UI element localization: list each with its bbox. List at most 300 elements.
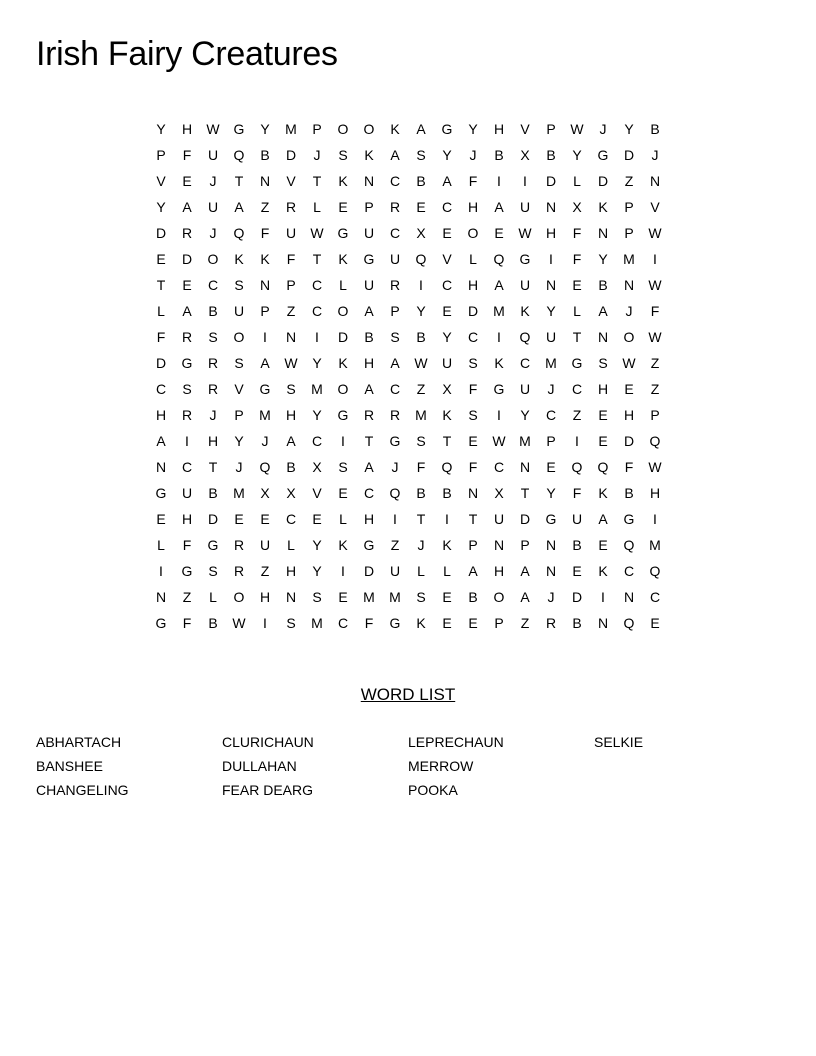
grid-letter: Q xyxy=(415,251,427,267)
word-list-item: FEAR DEARG xyxy=(222,782,314,798)
grid-letter: L xyxy=(417,563,425,579)
grid-letter: N xyxy=(545,199,557,215)
grid-letter: U xyxy=(207,199,219,215)
grid-letter: R xyxy=(207,355,219,371)
grid-letter: I xyxy=(445,511,449,527)
grid-letter: X xyxy=(520,147,530,163)
grid-letter: I xyxy=(653,511,657,527)
grid-letter: A xyxy=(390,355,400,371)
grid-letter: I xyxy=(263,329,267,345)
grid-letter: H xyxy=(467,199,479,215)
grid-letter: C xyxy=(311,277,323,293)
grid-letter: E xyxy=(442,589,452,605)
grid-letter: N xyxy=(545,277,557,293)
grid-letter: H xyxy=(363,355,375,371)
grid-letter: S xyxy=(208,329,218,345)
grid-letter: Y xyxy=(156,199,166,215)
grid-letter: Y xyxy=(468,121,478,137)
word-list-column xyxy=(408,730,588,802)
grid-letter: E xyxy=(234,511,244,527)
grid-letter: L xyxy=(157,303,165,319)
grid-letter: W xyxy=(648,459,662,475)
grid-letter: L xyxy=(469,251,477,267)
grid-letter: N xyxy=(545,563,557,579)
grid-letter: S xyxy=(468,407,478,423)
grid-letter: O xyxy=(233,589,245,605)
grid-letter: S xyxy=(598,355,608,371)
grid-letter: Q xyxy=(649,563,661,579)
grid-letter: I xyxy=(497,173,501,189)
grid-letter: F xyxy=(364,615,374,631)
grid-letter: P xyxy=(312,121,322,137)
grid-letter: G xyxy=(207,537,219,553)
grid-letter: U xyxy=(545,329,557,345)
grid-letter: L xyxy=(573,173,581,189)
grid-letter: W xyxy=(206,121,220,137)
grid-letter: J xyxy=(235,459,243,475)
grid-letter: N xyxy=(597,615,609,631)
grid-letter: E xyxy=(650,615,660,631)
grid-letter: E xyxy=(260,511,270,527)
grid-letter: J xyxy=(313,147,321,163)
grid-letter: F xyxy=(468,459,478,475)
grid-letter: H xyxy=(259,589,271,605)
grid-letter: N xyxy=(285,329,297,345)
grid-letter: K xyxy=(416,615,426,631)
grid-letter: O xyxy=(337,381,349,397)
grid-letter: A xyxy=(286,433,296,449)
grid-letter: N xyxy=(597,329,609,345)
grid-letter: J xyxy=(625,303,633,319)
grid-letter: R xyxy=(389,199,401,215)
grid-letter: P xyxy=(520,537,530,553)
grid-letter: L xyxy=(313,199,321,215)
grid-letter: A xyxy=(494,199,504,215)
grid-letter: P xyxy=(390,303,400,319)
grid-letter: J xyxy=(391,459,399,475)
grid-letter: A xyxy=(494,277,504,293)
grid-letter: T xyxy=(364,433,374,449)
grid-letter: Z xyxy=(286,303,296,319)
grid-letter: P xyxy=(546,433,556,449)
grid-letter: H xyxy=(623,407,635,423)
grid-letter: M xyxy=(311,615,323,631)
grid-letter: U xyxy=(285,225,297,241)
grid-letter: C xyxy=(155,381,167,397)
grid-letter: L xyxy=(157,537,165,553)
grid-letter: G xyxy=(155,485,167,501)
grid-letter: P xyxy=(494,615,504,631)
grid-letter: J xyxy=(547,589,555,605)
grid-letter: W xyxy=(622,355,636,371)
grid-letter: F xyxy=(624,459,634,475)
grid-letter: F xyxy=(572,225,582,241)
grid-letter: B xyxy=(546,147,556,163)
grid-letter: V xyxy=(234,381,244,397)
grid-letter: A xyxy=(598,303,608,319)
grid-letter: L xyxy=(339,511,347,527)
grid-letter: Y xyxy=(442,329,452,345)
grid-letter: T xyxy=(208,459,218,475)
word-list-item: MERROW xyxy=(408,758,474,774)
grid-letter: E xyxy=(572,277,582,293)
grid-letter: W xyxy=(648,329,662,345)
word-list-item: ABHARTACH xyxy=(36,734,122,750)
grid-letter: V xyxy=(520,121,530,137)
grid-letter: J xyxy=(209,407,217,423)
grid-letter: Z xyxy=(260,563,270,579)
grid-letter: F xyxy=(572,251,582,267)
grid-letter: Q xyxy=(259,459,271,475)
grid-letter: N xyxy=(259,277,271,293)
grid-letter: X xyxy=(572,199,582,215)
grid-letter: U xyxy=(519,381,531,397)
grid-letter: C xyxy=(623,563,635,579)
grid-letter: F xyxy=(182,615,192,631)
grid-letter: S xyxy=(416,589,426,605)
grid-letter: G xyxy=(389,615,401,631)
grid-letter: D xyxy=(285,147,297,163)
grid-letter: F xyxy=(286,251,296,267)
grid-letter: E xyxy=(468,615,478,631)
grid-letter: I xyxy=(523,173,527,189)
grid-letter: G xyxy=(233,121,245,137)
grid-letter: U xyxy=(519,277,531,293)
grid-letter: A xyxy=(156,433,166,449)
grid-letter: S xyxy=(286,615,296,631)
grid-letter: S xyxy=(416,147,426,163)
grid-letter: E xyxy=(572,563,582,579)
grid-letter: K xyxy=(520,303,530,319)
grid-letter: E xyxy=(624,381,634,397)
grid-letter: H xyxy=(597,381,609,397)
grid-letter: P xyxy=(286,277,296,293)
grid-letter: Q xyxy=(649,433,661,449)
grid-letter: M xyxy=(311,381,323,397)
grid-letter: S xyxy=(416,433,426,449)
grid-letter: S xyxy=(338,147,348,163)
grid-letter: H xyxy=(181,511,193,527)
grid-letter: D xyxy=(181,251,193,267)
grid-letter: F xyxy=(182,537,192,553)
grid-letter: O xyxy=(337,121,349,137)
grid-letter: G xyxy=(493,381,505,397)
grid-letter: D xyxy=(467,303,479,319)
grid-letter: Z xyxy=(390,537,400,553)
grid-letter: C xyxy=(519,355,531,371)
grid-letter: X xyxy=(260,485,270,501)
grid-letter: N xyxy=(467,485,479,501)
grid-letter: N xyxy=(597,225,609,241)
grid-letter: I xyxy=(263,615,267,631)
grid-letter: X xyxy=(312,459,322,475)
grid-letter: I xyxy=(315,329,319,345)
grid-letter: R xyxy=(545,615,557,631)
grid-letter: K xyxy=(260,251,270,267)
word-list-item: CHANGELING xyxy=(36,782,129,798)
grid-letter: D xyxy=(545,173,557,189)
word-list-item: LEPRECHAUN xyxy=(408,734,504,750)
grid-letter: E xyxy=(338,199,348,215)
grid-letter: A xyxy=(182,303,192,319)
grid-letter: P xyxy=(468,537,478,553)
grid-letter: B xyxy=(208,615,218,631)
grid-letter: U xyxy=(389,251,401,267)
grid-letter: G xyxy=(545,511,557,527)
word-list-column xyxy=(594,730,774,754)
grid-letter: C xyxy=(311,303,323,319)
grid-letter: C xyxy=(207,277,219,293)
grid-letter: N xyxy=(493,537,505,553)
grid-letter: B xyxy=(650,121,660,137)
grid-letter: N xyxy=(519,459,531,475)
grid-letter: Q xyxy=(441,459,453,475)
grid-letter: C xyxy=(441,277,453,293)
grid-letter: H xyxy=(493,563,505,579)
grid-letter: F xyxy=(156,329,166,345)
grid-letter: M xyxy=(493,303,505,319)
grid-letter: W xyxy=(570,121,584,137)
grid-letter: W xyxy=(492,433,506,449)
grid-letter: Q xyxy=(519,329,531,345)
grid-letter: E xyxy=(468,433,478,449)
grid-letter: J xyxy=(469,147,477,163)
word-list-item: DULLAHAN xyxy=(222,758,297,774)
grid-letter: A xyxy=(442,173,452,189)
grid-letter: C xyxy=(441,199,453,215)
grid-letter: B xyxy=(208,303,218,319)
grid-letter: P xyxy=(156,147,166,163)
grid-letter: W xyxy=(648,277,662,293)
grid-letter: K xyxy=(598,563,608,579)
grid-letter: Y xyxy=(312,537,322,553)
grid-letter: N xyxy=(259,173,271,189)
grid-letter: W xyxy=(284,355,298,371)
grid-letter: M xyxy=(623,251,635,267)
grid-letter: D xyxy=(155,355,167,371)
grid-letter: N xyxy=(155,459,167,475)
grid-letter: E xyxy=(338,485,348,501)
grid-letter: N xyxy=(623,277,635,293)
grid-letter: C xyxy=(337,615,349,631)
grid-letter: F xyxy=(416,459,426,475)
grid-letter: B xyxy=(416,173,426,189)
grid-letter: X xyxy=(442,381,452,397)
grid-letter: K xyxy=(338,537,348,553)
grid-letter: T xyxy=(312,173,322,189)
grid-letter: G xyxy=(337,407,349,423)
grid-letter: S xyxy=(182,381,192,397)
grid-letter: G xyxy=(623,511,635,527)
grid-letter: L xyxy=(443,563,451,579)
grid-letter: S xyxy=(468,355,478,371)
grid-letter: B xyxy=(468,589,478,605)
grid-letter: U xyxy=(207,147,219,163)
grid-letter: O xyxy=(493,589,505,605)
grid-letter: Y xyxy=(312,355,322,371)
grid-letter: J xyxy=(417,537,425,553)
grid-letter: L xyxy=(339,277,347,293)
grid-letter: N xyxy=(155,589,167,605)
grid-letter: W xyxy=(232,615,246,631)
grid-letter: T xyxy=(442,433,452,449)
grid-letter: N xyxy=(545,537,557,553)
grid-letter: Z xyxy=(182,589,192,605)
grid-letter: F xyxy=(182,147,192,163)
grid-letter: I xyxy=(601,589,605,605)
grid-letter: H xyxy=(467,277,479,293)
grid-letter: Q xyxy=(597,459,609,475)
grid-letter: E xyxy=(598,537,608,553)
grid-letter: U xyxy=(363,225,375,241)
grid-letter: C xyxy=(649,589,661,605)
grid-letter: Z xyxy=(650,355,660,371)
grid-letter: T xyxy=(572,329,582,345)
grid-letter: N xyxy=(363,173,375,189)
grid-letter: E xyxy=(182,173,192,189)
grid-letter: B xyxy=(208,485,218,501)
grid-letter: B xyxy=(624,485,634,501)
grid-letter: S xyxy=(234,355,244,371)
grid-letter: F xyxy=(468,173,478,189)
grid-letter: Y xyxy=(572,147,582,163)
grid-letter: E xyxy=(546,459,556,475)
grid-letter: N xyxy=(285,589,297,605)
grid-letter: E xyxy=(442,303,452,319)
grid-letter: C xyxy=(467,329,479,345)
grid-letter: L xyxy=(209,589,217,605)
grid-letter: C xyxy=(571,381,583,397)
grid-letter: R xyxy=(363,407,375,423)
grid-letter: A xyxy=(416,121,426,137)
grid-letter: U xyxy=(181,485,193,501)
grid-letter: B xyxy=(442,485,452,501)
grid-letter: L xyxy=(573,303,581,319)
grid-letter: H xyxy=(181,121,193,137)
word-list-item: POOKA xyxy=(408,782,458,798)
grid-letter: A xyxy=(468,563,478,579)
grid-letter: Y xyxy=(234,433,244,449)
grid-letter: A xyxy=(234,199,244,215)
grid-letter: L xyxy=(287,537,295,553)
grid-letter: K xyxy=(442,537,452,553)
grid-letter: D xyxy=(207,511,219,527)
grid-letter: V xyxy=(442,251,452,267)
grid-letter: D xyxy=(363,563,375,579)
grid-letter: C xyxy=(311,433,323,449)
grid-letter: F xyxy=(650,303,660,319)
grid-letter: B xyxy=(598,277,608,293)
grid-letter: E xyxy=(312,511,322,527)
grid-letter: R xyxy=(181,407,193,423)
grid-letter: Z xyxy=(572,407,582,423)
grid-letter: S xyxy=(286,381,296,397)
grid-letter: M xyxy=(389,589,401,605)
grid-letter: K xyxy=(234,251,244,267)
grid-letter: G xyxy=(519,251,531,267)
grid-letter: M xyxy=(519,433,531,449)
grid-letter: Q xyxy=(623,615,635,631)
grid-letter: D xyxy=(623,433,635,449)
grid-letter: H xyxy=(363,511,375,527)
grid-letter: V xyxy=(312,485,322,501)
grid-letter: K xyxy=(338,173,348,189)
grid-letter: D xyxy=(571,589,583,605)
grid-letter: F xyxy=(468,381,478,397)
grid-letter: I xyxy=(393,511,397,527)
grid-letter: W xyxy=(310,225,324,241)
grid-letter: W xyxy=(648,225,662,241)
grid-letter: R xyxy=(181,225,193,241)
grid-letter: Y xyxy=(156,121,166,137)
grid-letter: Z xyxy=(624,173,634,189)
grid-letter: R xyxy=(233,563,245,579)
grid-letter: M xyxy=(649,537,661,553)
grid-letter: U xyxy=(389,563,401,579)
grid-letter: Q xyxy=(389,485,401,501)
grid-letter: C xyxy=(545,407,557,423)
grid-letter: Z xyxy=(416,381,426,397)
grid-letter: S xyxy=(390,329,400,345)
grid-letter: R xyxy=(181,329,193,345)
grid-letter: R xyxy=(233,537,245,553)
grid-letter: E xyxy=(156,511,166,527)
grid-letter: B xyxy=(416,485,426,501)
grid-letter: F xyxy=(260,225,270,241)
grid-letter: T xyxy=(468,511,478,527)
grid-letter: D xyxy=(519,511,531,527)
grid-letter: D xyxy=(155,225,167,241)
grid-letter: J xyxy=(599,121,607,137)
word-list-item: BANSHEE xyxy=(36,758,103,774)
grid-letter: V xyxy=(156,173,166,189)
grid-letter: I xyxy=(653,251,657,267)
grid-letter: Z xyxy=(520,615,530,631)
grid-letter: B xyxy=(572,537,582,553)
grid-letter: C xyxy=(363,485,375,501)
grid-letter: K xyxy=(494,355,504,371)
grid-letter: N xyxy=(649,173,661,189)
grid-letter: K xyxy=(390,121,400,137)
grid-letter: E xyxy=(442,615,452,631)
grid-letter: K xyxy=(338,355,348,371)
grid-letter: M xyxy=(415,407,427,423)
grid-letter: C xyxy=(181,459,193,475)
grid-letter: T xyxy=(312,251,322,267)
grid-letter: U xyxy=(493,511,505,527)
grid-letter: H xyxy=(207,433,219,449)
grid-letter: P xyxy=(260,303,270,319)
grid-letter: O xyxy=(337,303,349,319)
grid-letter: B xyxy=(572,615,582,631)
grid-letter: I xyxy=(159,563,163,579)
grid-letter: M xyxy=(233,485,245,501)
grid-letter: S xyxy=(234,277,244,293)
grid-letter: U xyxy=(259,537,271,553)
grid-letter: R xyxy=(389,407,401,423)
grid-letter: X xyxy=(286,485,296,501)
grid-letter: Y xyxy=(546,485,556,501)
grid-letter: E xyxy=(416,199,426,215)
grid-letter: W xyxy=(518,225,532,241)
grid-letter: F xyxy=(572,485,582,501)
grid-letter: G xyxy=(441,121,453,137)
grid-letter: O xyxy=(467,225,479,241)
grid-letter: K xyxy=(364,147,374,163)
grid-letter: N xyxy=(623,589,635,605)
grid-letter: E xyxy=(182,277,192,293)
page-title: Irish Fairy Creatures xyxy=(36,35,338,73)
